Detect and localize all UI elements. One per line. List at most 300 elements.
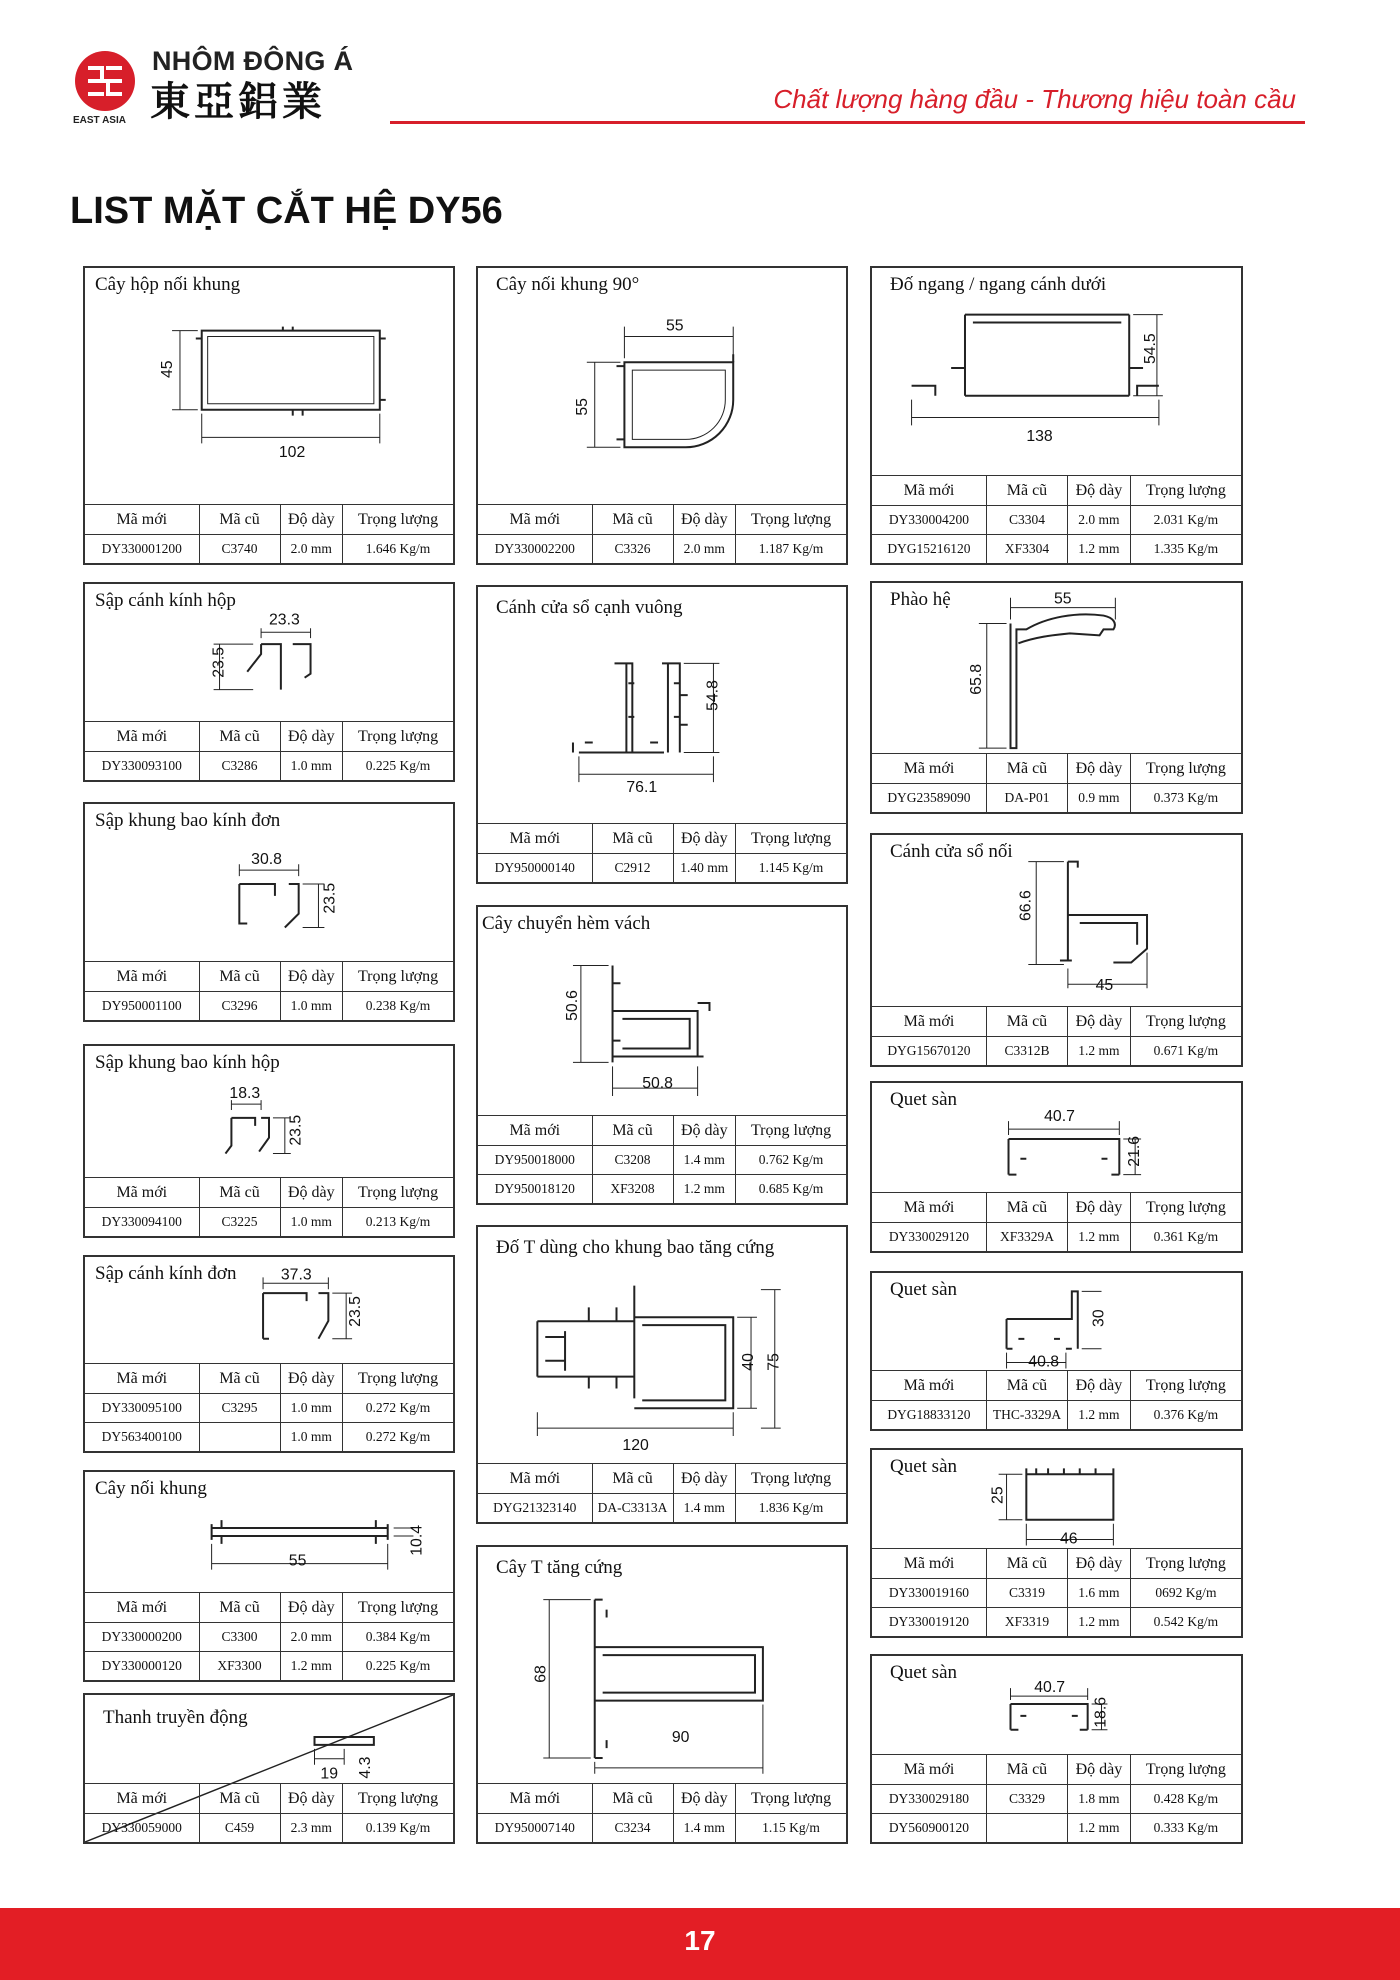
table-cell: 1.2 mm	[1068, 1814, 1131, 1843]
dimension-label: 120	[622, 1436, 649, 1454]
column-header: Mã cũ	[986, 1549, 1067, 1579]
table-cell: 1.8 mm	[1068, 1785, 1131, 1814]
table-cell: DY560900120	[872, 1814, 986, 1843]
table-cell: 1.2 mm	[1068, 1223, 1131, 1252]
column-header: Độ dày	[673, 505, 736, 535]
spec-table	[872, 1370, 1241, 1429]
table-cell: DA-C3313A	[592, 1494, 673, 1523]
profile-title: Sập cánh kính đơn	[95, 1263, 237, 1284]
column-header: Độ dày	[673, 1784, 736, 1814]
column-header: Mã cũ	[199, 722, 280, 752]
table-cell: DYG15216120	[872, 535, 986, 564]
profile-title: Cây chuyển hèm vách	[482, 913, 651, 934]
column-header: Độ dày	[280, 505, 343, 535]
table-cell: 2.0 mm	[280, 535, 343, 564]
table-cell: C3234	[592, 1814, 673, 1843]
profile-card	[870, 1081, 1243, 1253]
column-header: Độ dày	[1068, 1549, 1131, 1579]
profile-drawing	[872, 1083, 1241, 1191]
table-cell: 1.15 Kg/m	[736, 1814, 846, 1843]
profile-card	[476, 1545, 848, 1844]
table-header-row	[872, 1193, 1241, 1223]
header-divider	[390, 121, 1305, 124]
profile-title: Cây hộp nối khung	[95, 274, 241, 295]
column-header: Mã cũ	[986, 1193, 1067, 1223]
table-cell: 2.0 mm	[673, 535, 736, 564]
table-header-row	[478, 1116, 846, 1146]
table-cell: 1.646 Kg/m	[343, 535, 453, 564]
brand-name-vietnamese: NHÔM ĐÔNG Á	[152, 46, 354, 76]
column-header: Trọng lượng	[343, 1784, 453, 1814]
table-cell: 0.671 Kg/m	[1130, 1037, 1241, 1066]
table-cell: DY950018120	[478, 1175, 592, 1204]
column-header: Mã mới	[478, 1784, 592, 1814]
table-cell: DY330029120	[872, 1223, 986, 1252]
dimension-label: 21.6	[1126, 1135, 1144, 1167]
table-header-row	[478, 1464, 846, 1494]
table-cell: 0692 Kg/m	[1130, 1579, 1241, 1608]
table-cell: 1.0 mm	[280, 1208, 343, 1237]
dimension-label: 40.7	[1044, 1108, 1075, 1126]
page-number: 17	[684, 1925, 716, 1956]
table-cell: 1.0 mm	[280, 992, 343, 1021]
table-cell: 1.2 mm	[280, 1652, 343, 1681]
table-row	[85, 1423, 453, 1452]
table-cell: 1.2 mm	[673, 1175, 736, 1204]
table-row	[85, 1394, 453, 1423]
table-cell: DY330029180	[872, 1785, 986, 1814]
table-cell: THC-3329A	[986, 1401, 1067, 1430]
table-header-row	[478, 505, 846, 535]
profile-card	[476, 1225, 848, 1524]
column-header: Trọng lượng	[343, 505, 453, 535]
column-header: Mã cũ	[986, 754, 1067, 784]
table-cell: C3326	[592, 535, 673, 564]
table-cell: 1.2 mm	[1068, 535, 1131, 564]
table-cell: 2.031 Kg/m	[1130, 506, 1241, 535]
profile-drawing	[85, 584, 453, 720]
profile-card	[83, 266, 455, 565]
column-header: Trọng lượng	[343, 962, 453, 992]
spec-table	[85, 721, 453, 780]
table-header-row	[478, 1784, 846, 1814]
column-header: Trọng lượng	[1130, 1193, 1241, 1223]
table-cell: 1.2 mm	[1068, 1401, 1131, 1430]
table-cell: 0.384 Kg/m	[343, 1623, 453, 1652]
table-cell: 0.333 Kg/m	[1130, 1814, 1241, 1843]
column-header: Mã mới	[478, 505, 592, 535]
table-cell: 1.0 mm	[280, 1423, 343, 1452]
column-header: Mã cũ	[592, 1464, 673, 1494]
profile-card	[83, 582, 455, 782]
column-header: Mã mới	[478, 824, 592, 854]
table-row	[872, 784, 1241, 813]
table-cell: C3300	[199, 1623, 280, 1652]
table-cell: DYG23589090	[872, 784, 986, 813]
profile-title: Quet sàn	[890, 1456, 958, 1477]
table-cell: 2.0 mm	[280, 1623, 343, 1652]
profile-drawing	[872, 1273, 1241, 1371]
table-cell: XF3319	[986, 1608, 1067, 1637]
table-cell: DY330019120	[872, 1608, 986, 1637]
column-header: Mã mới	[85, 1593, 199, 1623]
column-header: Mã cũ	[592, 505, 673, 535]
table-header-row	[872, 476, 1241, 506]
column-header: Mã mới	[85, 722, 199, 752]
table-cell	[199, 1423, 280, 1452]
profile-drawing	[85, 268, 453, 498]
table-cell: 1.836 Kg/m	[736, 1494, 846, 1523]
dimension-label: 65.8	[967, 663, 985, 695]
column-header: Độ dày	[1068, 1193, 1131, 1223]
dimension-label: 102	[278, 444, 306, 462]
column-header: Trọng lượng	[736, 1464, 846, 1494]
table-cell: 1.187 Kg/m	[736, 535, 846, 564]
table-cell: 0.225 Kg/m	[343, 1652, 453, 1681]
dimension-label: 54.8	[704, 680, 722, 711]
dimension-label: 23.3	[269, 611, 300, 629]
table-cell: DYG18833120	[872, 1401, 986, 1430]
table-cell: 0.225 Kg/m	[343, 752, 453, 781]
column-header: Mã mới	[872, 1755, 986, 1785]
column-header: Mã cũ	[199, 1364, 280, 1394]
dimension-label: 4.3	[356, 1756, 374, 1779]
column-header: Mã mới	[872, 1549, 986, 1579]
column-header: Mã cũ	[592, 1784, 673, 1814]
table-cell: C3286	[199, 752, 280, 781]
column-header: Mã mới	[872, 1193, 986, 1223]
profile-drawing	[872, 583, 1241, 753]
table-cell: 1.4 mm	[673, 1146, 736, 1175]
column-header: Trọng lượng	[1130, 754, 1241, 784]
profile-card	[476, 585, 848, 884]
profile-card	[476, 266, 848, 565]
table-header-row	[872, 1371, 1241, 1401]
table-cell: C459	[199, 1814, 280, 1843]
column-header: Độ dày	[280, 1364, 343, 1394]
column-header: Trọng lượng	[736, 1784, 846, 1814]
column-header: Trọng lượng	[343, 1178, 453, 1208]
table-row	[85, 1208, 453, 1237]
column-header: Mã mới	[85, 505, 199, 535]
table-cell: 1.40 mm	[673, 854, 736, 883]
column-header: Trọng lượng	[1130, 1371, 1241, 1401]
spec-table	[872, 475, 1241, 563]
profile-title: Sập khung bao kính hộp	[95, 1052, 280, 1073]
profile-card	[870, 833, 1243, 1067]
profile-drawing	[85, 804, 453, 960]
table-cell: 1.145 Kg/m	[736, 854, 846, 883]
table-header-row	[85, 1593, 453, 1623]
column-header: Mã mới	[85, 1178, 199, 1208]
table-cell: 0.139 Kg/m	[343, 1814, 453, 1843]
table-row	[478, 854, 846, 883]
profile-title: Cây nối khung	[95, 1478, 207, 1499]
table-cell: 0.272 Kg/m	[343, 1423, 453, 1452]
spec-table	[85, 1363, 453, 1451]
dimension-label: 50.8	[642, 1075, 673, 1093]
table-cell: DY330000120	[85, 1652, 199, 1681]
column-header: Mã cũ	[986, 1007, 1067, 1037]
profile-drawing	[478, 907, 846, 1109]
table-cell: C3225	[199, 1208, 280, 1237]
table-row	[85, 1652, 453, 1681]
table-row	[872, 1037, 1241, 1066]
dimension-label: 90	[671, 1729, 690, 1747]
spec-table	[478, 1463, 846, 1522]
column-header: Độ dày	[1068, 1371, 1131, 1401]
profile-drawing	[85, 1257, 453, 1363]
table-cell: C3312B	[986, 1037, 1067, 1066]
dimension-label: 10.4	[408, 1524, 426, 1556]
profile-drawing	[85, 1472, 453, 1592]
dimension-label: 18.3	[229, 1085, 261, 1103]
table-header-row	[478, 824, 846, 854]
profile-card	[870, 1654, 1243, 1844]
column-header: Mã cũ	[199, 1593, 280, 1623]
table-row	[872, 1785, 1241, 1814]
column-header: Độ dày	[280, 1178, 343, 1208]
column-header: Trọng lượng	[736, 505, 846, 535]
table-row	[872, 1814, 1241, 1843]
dimension-label: 45	[1095, 977, 1114, 995]
column-header: Mã cũ	[199, 505, 280, 535]
dimension-label: 23.5	[347, 1296, 365, 1327]
table-cell: DY330019160	[872, 1579, 986, 1608]
column-header: Độ dày	[1068, 754, 1131, 784]
dimension-label: 50.6	[563, 990, 581, 1021]
table-cell: 1.0 mm	[280, 752, 343, 781]
column-header: Độ dày	[1068, 1755, 1131, 1785]
table-cell: DY330095100	[85, 1394, 199, 1423]
spec-table	[478, 823, 846, 882]
column-header: Trọng lượng	[1130, 476, 1241, 506]
table-cell: XF3208	[592, 1175, 673, 1204]
table-row	[478, 1494, 846, 1523]
column-header: Mã cũ	[986, 1755, 1067, 1785]
profile-title: Đố ngang / ngang cánh dưới	[890, 274, 1107, 295]
table-cell: 0.213 Kg/m	[343, 1208, 453, 1237]
table-cell: DY330004200	[872, 506, 986, 535]
column-header: Độ dày	[673, 824, 736, 854]
dimension-label: 75	[765, 1353, 783, 1371]
table-header-row	[85, 722, 453, 752]
table-cell: 0.376 Kg/m	[1130, 1401, 1241, 1430]
table-row	[872, 1401, 1241, 1430]
table-cell: 0.373 Kg/m	[1130, 784, 1241, 813]
dimension-label: 138	[1026, 428, 1053, 446]
table-cell	[986, 1814, 1067, 1843]
table-cell: DY950001100	[85, 992, 199, 1021]
dimension-label: 19	[320, 1765, 339, 1783]
column-header: Mã mới	[872, 476, 986, 506]
table-cell: 0.361 Kg/m	[1130, 1223, 1241, 1252]
table-cell: 0.762 Kg/m	[736, 1146, 846, 1175]
table-cell: DA-P01	[986, 784, 1067, 813]
table-cell: DY330001200	[85, 535, 199, 564]
column-header: Mã mới	[478, 1116, 592, 1146]
table-cell: 2.3 mm	[280, 1814, 343, 1843]
table-cell: DY330000200	[85, 1623, 199, 1652]
spec-table	[478, 1783, 846, 1842]
table-cell: DY330093100	[85, 752, 199, 781]
profile-drawing	[872, 268, 1241, 468]
spec-table	[478, 504, 846, 563]
profile-title: Sập khung bao kính đơn	[95, 810, 281, 831]
table-cell: 1.6 mm	[1068, 1579, 1131, 1608]
profile-drawing	[872, 1656, 1241, 1754]
column-header: Trọng lượng	[736, 1116, 846, 1146]
dimension-label: 40.8	[1028, 1353, 1060, 1371]
table-header-row	[872, 754, 1241, 784]
dimension-label: 55	[288, 1552, 307, 1570]
dimension-label: 40	[740, 1353, 758, 1371]
dimension-label: 46	[1059, 1530, 1078, 1548]
dimension-label: 30.8	[251, 851, 282, 869]
dimension-label: 23.5	[321, 882, 339, 914]
column-header: Mã mới	[85, 1784, 199, 1814]
column-header: Độ dày	[280, 962, 343, 992]
table-cell: 1.2 mm	[1068, 1037, 1131, 1066]
spec-table	[85, 1783, 453, 1842]
profile-drawing	[478, 268, 846, 498]
spec-table	[872, 1192, 1241, 1251]
table-cell: 0.272 Kg/m	[343, 1394, 453, 1423]
profile-title: Cây T tăng cứng	[496, 1557, 623, 1578]
table-header-row	[85, 1784, 453, 1814]
table-cell: DY950000140	[478, 854, 592, 883]
table-row	[872, 1608, 1241, 1637]
column-header: Trọng lượng	[1130, 1007, 1241, 1037]
table-header-row	[85, 1178, 453, 1208]
table-cell: 1.4 mm	[673, 1814, 736, 1843]
profile-title: Quet sàn	[890, 1279, 958, 1300]
table-cell: C3319	[986, 1579, 1067, 1608]
dimension-label: 23.5	[210, 646, 228, 678]
table-cell: 2.0 mm	[1068, 506, 1131, 535]
spec-table	[85, 961, 453, 1020]
table-cell: C3208	[592, 1146, 673, 1175]
brand-name-chinese: 東亞鋁業	[150, 79, 326, 125]
column-header: Trọng lượng	[343, 1364, 453, 1394]
table-cell: DY330059000	[85, 1814, 199, 1843]
table-cell: DY330002200	[478, 535, 592, 564]
table-row	[478, 535, 846, 564]
profile-drawing	[85, 1046, 453, 1176]
page-header	[0, 0, 1400, 140]
column-header: Mã cũ	[986, 1371, 1067, 1401]
table-header-row	[872, 1549, 1241, 1579]
profile-title: Đố T dùng cho khung bao tăng cứng	[496, 1237, 775, 1258]
table-cell: 0.542 Kg/m	[1130, 1608, 1241, 1637]
table-cell: C3329	[986, 1785, 1067, 1814]
dimension-label: 55	[665, 317, 684, 335]
table-cell: C3295	[199, 1394, 280, 1423]
profile-card	[83, 1693, 455, 1844]
east-asia-logo-icon	[74, 50, 136, 112]
brand-name-english: EAST ASIA	[73, 115, 126, 126]
profile-title: Cánh cửa sổ nối	[890, 841, 1013, 862]
spec-table	[85, 504, 453, 563]
profile-title: Cây nối khung 90°	[496, 274, 640, 295]
column-header: Trọng lượng	[736, 824, 846, 854]
dimension-label: 55	[573, 398, 591, 416]
column-header: Mã cũ	[592, 824, 673, 854]
column-header: Mã cũ	[986, 476, 1067, 506]
column-header: Trọng lượng	[343, 1593, 453, 1623]
table-row	[85, 535, 453, 564]
table-cell: 0.9 mm	[1068, 784, 1131, 813]
table-cell: DY563400100	[85, 1423, 199, 1452]
spec-table	[872, 1754, 1241, 1842]
table-cell: DY950018000	[478, 1146, 592, 1175]
page-title: LIST MẶT CẮT HỆ DY56	[70, 190, 503, 232]
column-header: Độ dày	[673, 1464, 736, 1494]
table-row	[85, 752, 453, 781]
profile-title: Thanh truyền động	[103, 1707, 248, 1728]
column-header: Độ dày	[280, 722, 343, 752]
table-cell: 0.238 Kg/m	[343, 992, 453, 1021]
table-cell: C3296	[199, 992, 280, 1021]
spec-table	[85, 1177, 453, 1236]
table-row	[872, 1579, 1241, 1608]
profile-card	[83, 1044, 455, 1238]
table-cell: DY950007140	[478, 1814, 592, 1843]
column-header: Mã cũ	[592, 1116, 673, 1146]
dimension-label: 18.6	[1092, 1696, 1110, 1728]
dimension-label: 68	[532, 1665, 550, 1683]
dimension-label: 25	[989, 1486, 1007, 1504]
dimension-label: 37.3	[280, 1266, 312, 1284]
table-cell: C2912	[592, 854, 673, 883]
column-header: Mã mới	[85, 1364, 199, 1394]
table-header-row	[872, 1755, 1241, 1785]
profile-card	[83, 1470, 455, 1682]
column-header: Mã mới	[85, 962, 199, 992]
column-header: Mã mới	[872, 1007, 986, 1037]
table-cell: DY330094100	[85, 1208, 199, 1237]
column-header: Trọng lượng	[1130, 1755, 1241, 1785]
profile-title: Phào hệ	[890, 589, 951, 610]
column-header: Mã mới	[478, 1464, 592, 1494]
table-row	[85, 1814, 453, 1843]
profile-drawing	[872, 835, 1241, 1005]
dimension-label: 55	[1054, 590, 1072, 608]
column-header: Độ dày	[280, 1593, 343, 1623]
dimension-label: 45	[159, 360, 177, 379]
table-header-row	[85, 1364, 453, 1394]
column-header: Trọng lượng	[1130, 1549, 1241, 1579]
column-header: Độ dày	[280, 1784, 343, 1814]
profile-card	[870, 581, 1243, 814]
profile-drawing	[478, 1547, 846, 1777]
table-row	[478, 1146, 846, 1175]
profile-drawing	[872, 1450, 1241, 1548]
profile-drawing	[85, 1695, 453, 1783]
table-cell: 1.0 mm	[280, 1394, 343, 1423]
dimension-label: 66.6	[1017, 890, 1035, 921]
table-row	[85, 992, 453, 1021]
profile-card	[83, 802, 455, 1022]
profile-card	[83, 1255, 455, 1453]
table-cell: 1.2 mm	[1068, 1608, 1131, 1637]
table-cell: XF3304	[986, 535, 1067, 564]
dimension-label: 30	[1090, 1309, 1108, 1327]
spec-table	[478, 1115, 846, 1203]
profile-card	[870, 266, 1243, 565]
table-row	[872, 1223, 1241, 1252]
dimension-label: 76.1	[626, 779, 658, 797]
